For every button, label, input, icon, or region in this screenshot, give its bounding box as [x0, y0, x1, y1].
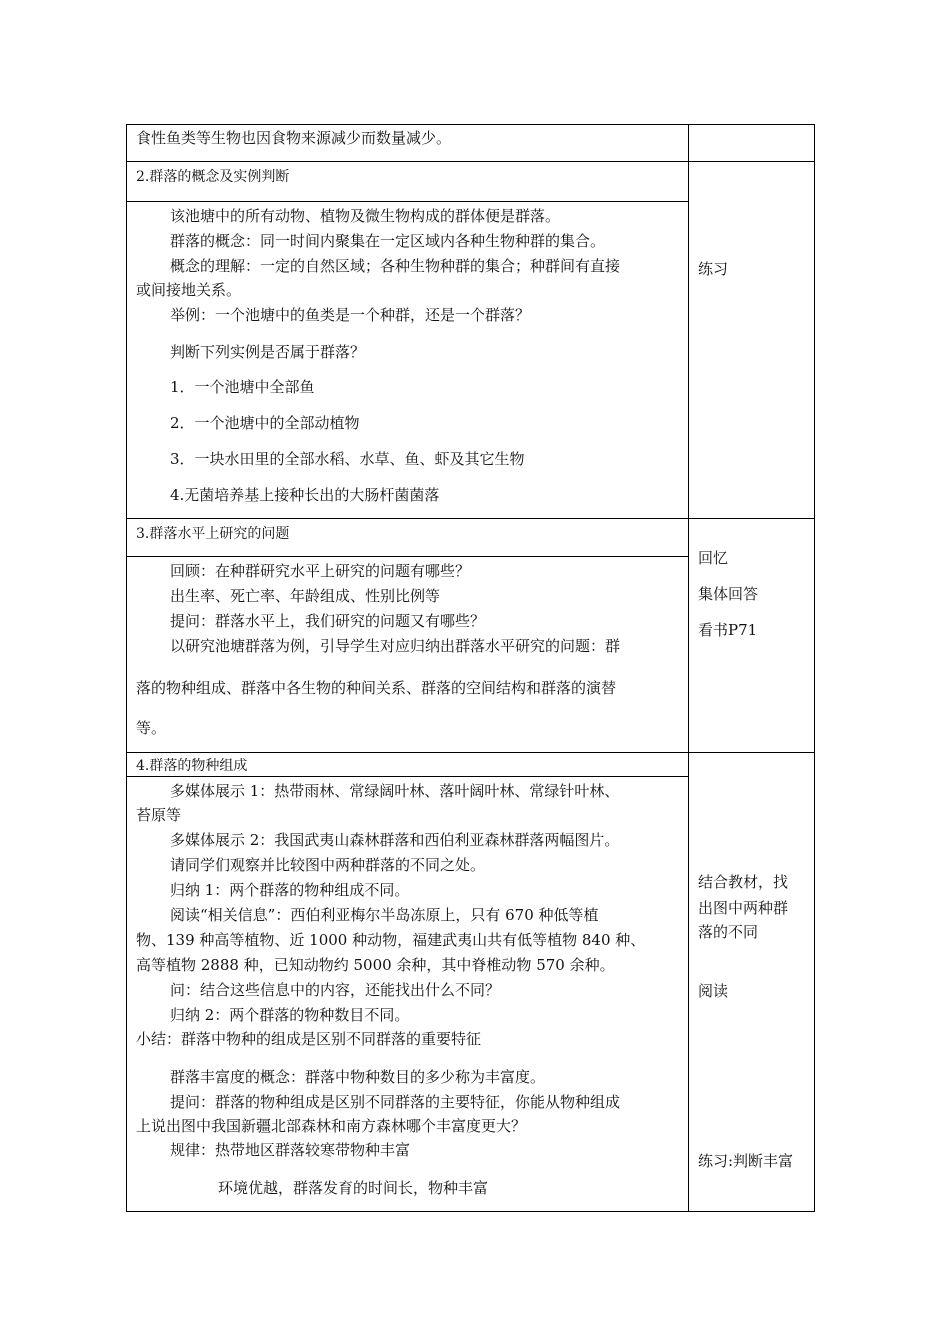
heading-divider [126, 556, 689, 557]
body-line: 判断下列实例是否属于群落？ [170, 343, 366, 361]
body-line: 出生率、死亡率、年龄组成、性别比例等 [170, 587, 441, 605]
side-note: 出图中两种群 [698, 899, 789, 917]
body-line: 物、139 种高等植物、近 1000 种动物，福建武夷山共有低等植物 840 种、 [136, 931, 646, 949]
body-line: 群落的概念：同一时间内聚集在一定区域内各种生物种群的集合。 [170, 232, 606, 250]
list-item: 4.无菌培养基上接种长出的大肠杆菌菌落 [170, 486, 440, 504]
body-line: 该池塘中的所有动物、植物及微生物构成的群体便是群落。 [170, 207, 561, 225]
side-note: 回忆 [698, 549, 729, 567]
body-line: 概念的理解：一定的自然区域；各种生物种群的集合；种群间有直接 [170, 257, 621, 275]
section-heading: 3.群落水平上研究的问题 [136, 526, 290, 542]
body-line: 以研究池塘群落为例，引导学生对应归纳出群落水平研究的问题：群 [170, 637, 621, 655]
section-heading: 4.群落的物种组成 [136, 758, 248, 774]
body-line: 群落丰富度的概念：群落中物种数目的多少称为丰富度。 [170, 1068, 546, 1086]
body-line: 归纳 2：两个群落的物种数目不同。 [170, 1006, 410, 1024]
side-note: 集体回答 [698, 585, 759, 603]
side-note: 结合教材，找 [698, 873, 789, 891]
body-line: 环境优越，群落发育的时间长，物种丰富 [218, 1179, 489, 1197]
side-note: 看书P71 [698, 621, 758, 639]
row-divider [126, 752, 815, 753]
side-note: 练习:判断丰富 [698, 1152, 794, 1170]
body-line: 多媒体展示 2：我国武夷山森林群落和西伯利亚森林群落两幅图片。 [170, 831, 620, 849]
body-line: 提问：群落的物种组成是区别不同群落的主要特征，你能从物种组成 [170, 1093, 621, 1111]
heading-divider [126, 776, 689, 777]
body-line: 回顾：在种群研究水平上研究的问题有哪些？ [170, 562, 471, 580]
column-divider [688, 124, 689, 1212]
body-line: 请同学们观察并比较图中两种群落的不同之处。 [170, 856, 486, 874]
heading-divider [126, 201, 689, 202]
list-item: 3．一块水田里的全部水稻、水草、鱼、虾及其它生物 [170, 450, 525, 468]
body-line: 阅读“相关信息”：西伯利亚梅尔半岛冻原上，只有 670 种低等植 [170, 906, 599, 924]
body-line: 规律：热带地区群落较寒带物种丰富 [170, 1141, 411, 1159]
body-line: 或间接地关系。 [136, 281, 242, 299]
body-line: 苔原等 [136, 806, 182, 824]
body-line: 举例：一个池塘中的鱼类是一个种群，还是一个群落？ [170, 306, 531, 324]
body-line: 落的物种组成、群落中各生物的种间关系、群落的空间结构和群落的演替 [136, 679, 617, 697]
row-divider [126, 161, 815, 162]
side-note: 练习 [698, 260, 729, 278]
body-line: 上说出图中我国新疆北部森林和南方森林哪个丰富度更大？ [136, 1117, 527, 1135]
side-note: 阅读 [698, 982, 729, 1000]
body-line: 归纳 1：两个群落的物种组成不同。 [170, 881, 410, 899]
list-item: 1．一个池塘中全部鱼 [170, 378, 315, 396]
continuation-text: 食性鱼类等生物也因食物来源减少而数量减少。 [136, 129, 452, 147]
body-line: 高等植物 2888 种，已知动物约 5000 余种，其中脊椎动物 570 余种。 [136, 956, 615, 974]
body-line: 等。 [136, 719, 167, 737]
body-line: 多媒体展示 1：热带雨林、常绿阔叶林、落叶阔叶林、常绿针叶林、 [170, 782, 620, 800]
section-heading: 2.群落的概念及实例判断 [136, 169, 290, 185]
summary-line: 小结：群落中物种的组成是区别不同群落的重要特征 [136, 1030, 482, 1048]
body-line: 问：结合这些信息中的内容，还能找出什么不同？ [170, 981, 501, 999]
row-divider [126, 518, 815, 519]
side-note: 落的不同 [698, 923, 759, 941]
list-item: 2．一个池塘中的全部动植物 [170, 414, 360, 432]
body-line: 提问：群落水平上，我们研究的问题又有哪些？ [170, 612, 486, 630]
